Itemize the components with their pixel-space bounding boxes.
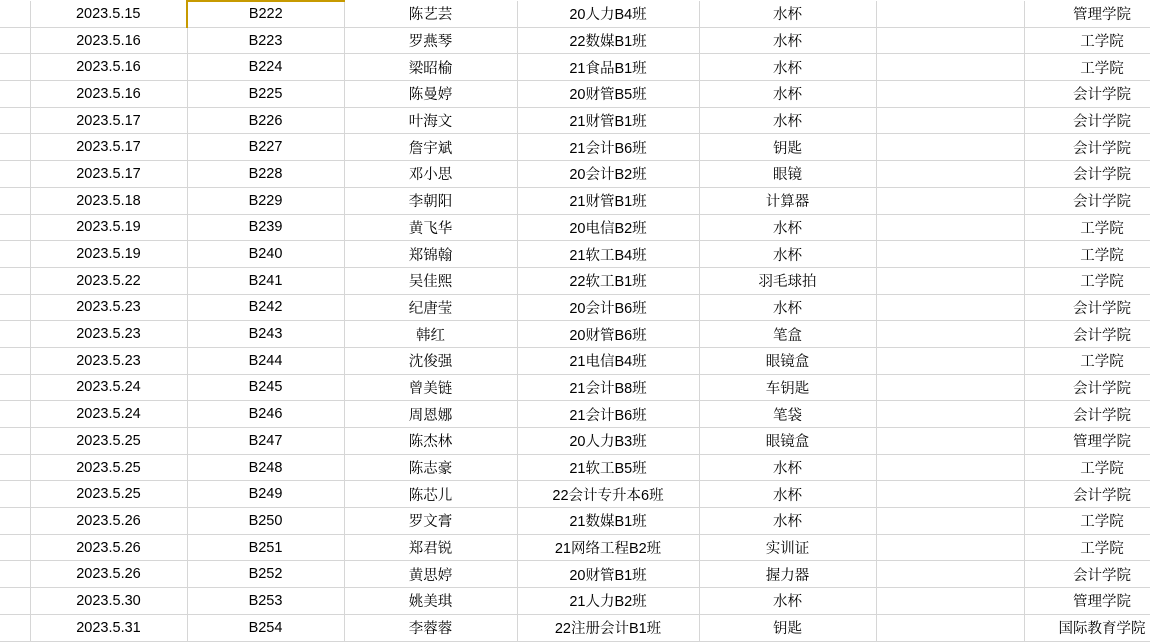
table-row[interactable] [0, 161, 1150, 188]
cell-id[interactable]: B249 [187, 481, 344, 508]
cell-date[interactable]: 2023.5.26 [30, 534, 187, 561]
cell-date[interactable]: 2023.5.15 [30, 1, 187, 27]
cell-date[interactable]: 2023.5.16 [30, 54, 187, 81]
cell-dept[interactable]: 工学院 [1024, 54, 1150, 81]
cell-dept[interactable]: 会计学院 [1024, 561, 1150, 588]
cell-blank[interactable] [876, 401, 1024, 428]
row-gutter-cell [0, 267, 30, 294]
cell-class[interactable]: 20财管B6班 [517, 321, 699, 348]
row-gutter-cell [0, 214, 30, 241]
cell-class[interactable]: 22软工B1班 [517, 267, 699, 294]
table-row[interactable] [0, 241, 1150, 268]
table-row[interactable] [0, 454, 1150, 481]
cell-item[interactable]: 水杯 [699, 241, 876, 268]
table-row[interactable] [0, 27, 1150, 54]
cell-item[interactable]: 羽毛球拍 [699, 267, 876, 294]
cell-name[interactable]: 李朝阳 [344, 187, 517, 214]
cell-class[interactable]: 20财管B1班 [517, 561, 699, 588]
row-gutter-cell [0, 374, 30, 401]
cell-blank[interactable] [876, 588, 1024, 615]
row-gutter-cell [0, 27, 30, 54]
cell-blank[interactable] [876, 508, 1024, 535]
cell-item[interactable]: 笔盒 [699, 321, 876, 348]
row-gutter-cell [0, 401, 30, 428]
cell-id[interactable]: B252 [187, 561, 344, 588]
table-row[interactable] [0, 534, 1150, 561]
cell-date[interactable]: 2023.5.30 [30, 588, 187, 615]
cell-date[interactable]: 2023.5.26 [30, 508, 187, 535]
table-row[interactable] [0, 134, 1150, 161]
cell-date[interactable]: 2023.5.17 [30, 134, 187, 161]
cell-name[interactable]: 韩红 [344, 321, 517, 348]
cell-name[interactable]: 姚美琪 [344, 588, 517, 615]
table-row[interactable] [0, 374, 1150, 401]
cell-class[interactable]: 22数媒B1班 [517, 27, 699, 54]
cell-class[interactable]: 21人力B2班 [517, 588, 699, 615]
cell-name[interactable]: 罗燕琴 [344, 27, 517, 54]
cell-name[interactable]: 沈俊强 [344, 347, 517, 374]
cell-item[interactable]: 水杯 [699, 508, 876, 535]
cell-item[interactable]: 水杯 [699, 294, 876, 321]
cell-id[interactable]: B222 [187, 1, 344, 27]
cell-class[interactable]: 20会计B2班 [517, 161, 699, 188]
cell-class[interactable]: 21网络工程B2班 [517, 534, 699, 561]
cell-name[interactable]: 郑君锐 [344, 534, 517, 561]
cell-item[interactable]: 眼镜盒 [699, 428, 876, 455]
cell-item[interactable]: 钥匙 [699, 134, 876, 161]
table-row[interactable] [0, 187, 1150, 214]
cell-dept[interactable]: 会计学院 [1024, 134, 1150, 161]
cell-dept[interactable]: 会计学院 [1024, 161, 1150, 188]
cell-id[interactable]: B223 [187, 27, 344, 54]
cell-item[interactable]: 水杯 [699, 481, 876, 508]
cell-class[interactable]: 21食品B1班 [517, 54, 699, 81]
cell-date[interactable]: 2023.5.24 [30, 374, 187, 401]
cell-date[interactable]: 2023.5.31 [30, 614, 187, 641]
cell-date[interactable]: 2023.5.19 [30, 241, 187, 268]
cell-class[interactable]: 20电信B2班 [517, 214, 699, 241]
cell-id[interactable]: B228 [187, 161, 344, 188]
cell-item[interactable]: 水杯 [699, 214, 876, 241]
cell-dept[interactable]: 工学院 [1024, 508, 1150, 535]
cell-item[interactable]: 水杯 [699, 81, 876, 108]
cell-date[interactable]: 2023.5.25 [30, 481, 187, 508]
table-row[interactable] [0, 107, 1150, 134]
cell-blank[interactable] [876, 214, 1024, 241]
cell-item[interactable]: 水杯 [699, 27, 876, 54]
cell-date[interactable]: 2023.5.17 [30, 161, 187, 188]
cell-item[interactable]: 水杯 [699, 588, 876, 615]
cell-item[interactable]: 水杯 [699, 54, 876, 81]
cell-class[interactable]: 21软工B4班 [517, 241, 699, 268]
cell-blank[interactable] [876, 454, 1024, 481]
cell-dept[interactable]: 会计学院 [1024, 187, 1150, 214]
cell-class[interactable]: 22会计专升本6班 [517, 481, 699, 508]
cell-date[interactable]: 2023.5.17 [30, 107, 187, 134]
cell-date[interactable]: 2023.5.19 [30, 214, 187, 241]
cell-id[interactable]: B254 [187, 614, 344, 641]
cell-name[interactable]: 梁昭榆 [344, 54, 517, 81]
cell-class[interactable]: 21数媒B1班 [517, 508, 699, 535]
cell-id[interactable]: B239 [187, 214, 344, 241]
cell-name[interactable]: 郑锦翰 [344, 241, 517, 268]
cell-item[interactable]: 计算器 [699, 187, 876, 214]
table-row[interactable] [0, 428, 1150, 455]
cell-date[interactable]: 2023.5.25 [30, 454, 187, 481]
row-gutter-cell [0, 454, 30, 481]
row-gutter-cell [0, 54, 30, 81]
cell-date[interactable]: 2023.5.26 [30, 561, 187, 588]
cell-dept[interactable]: 管理学院 [1024, 588, 1150, 615]
cell-blank[interactable] [876, 1, 1024, 27]
cell-blank[interactable] [876, 27, 1024, 54]
cell-blank[interactable] [876, 107, 1024, 134]
cell-dept[interactable]: 会计学院 [1024, 481, 1150, 508]
cell-blank[interactable] [876, 54, 1024, 81]
cell-id[interactable]: B227 [187, 134, 344, 161]
cell-date[interactable]: 2023.5.23 [30, 347, 187, 374]
cell-class[interactable]: 20会计B6班 [517, 294, 699, 321]
table-row[interactable] [0, 347, 1150, 374]
cell-name[interactable]: 陈芯儿 [344, 481, 517, 508]
cell-date[interactable]: 2023.5.16 [30, 81, 187, 108]
cell-name[interactable]: 黄飞华 [344, 214, 517, 241]
cell-item[interactable]: 实训证 [699, 534, 876, 561]
cell-name[interactable]: 陈艺芸 [344, 1, 517, 27]
cell-id[interactable]: B242 [187, 294, 344, 321]
table-row[interactable] [0, 294, 1150, 321]
table-row[interactable] [0, 561, 1150, 588]
cell-item[interactable]: 笔袋 [699, 401, 876, 428]
cell-name[interactable]: 周恩娜 [344, 401, 517, 428]
cell-dept[interactable]: 会计学院 [1024, 374, 1150, 401]
cell-blank[interactable] [876, 561, 1024, 588]
cell-blank[interactable] [876, 81, 1024, 108]
table-row[interactable] [0, 1, 1150, 27]
cell-blank[interactable] [876, 134, 1024, 161]
cell-dept[interactable]: 会计学院 [1024, 321, 1150, 348]
cell-id[interactable]: B225 [187, 81, 344, 108]
cell-id[interactable]: B240 [187, 241, 344, 268]
table-row[interactable] [0, 214, 1150, 241]
cell-blank[interactable] [876, 294, 1024, 321]
cell-blank[interactable] [876, 321, 1024, 348]
table-row[interactable] [0, 508, 1150, 535]
cell-item[interactable]: 钥匙 [699, 614, 876, 641]
cell-class[interactable]: 21会计B6班 [517, 134, 699, 161]
cell-name[interactable]: 陈杰林 [344, 428, 517, 455]
cell-dept[interactable]: 会计学院 [1024, 401, 1150, 428]
cell-class[interactable]: 22注册会计B1班 [517, 614, 699, 641]
row-gutter-cell [0, 428, 30, 455]
cell-blank[interactable] [876, 241, 1024, 268]
cell-name[interactable]: 叶海文 [344, 107, 517, 134]
cell-item[interactable]: 水杯 [699, 107, 876, 134]
cell-class[interactable]: 20人力B3班 [517, 428, 699, 455]
cell-id[interactable]: B224 [187, 54, 344, 81]
cell-name[interactable]: 曾美链 [344, 374, 517, 401]
cell-id[interactable]: B251 [187, 534, 344, 561]
cell-name[interactable]: 陈志豪 [344, 454, 517, 481]
cell-name[interactable]: 邓小思 [344, 161, 517, 188]
row-gutter-cell [0, 107, 30, 134]
table-row[interactable] [0, 481, 1150, 508]
table-row[interactable] [0, 401, 1150, 428]
table-row[interactable] [0, 54, 1150, 81]
cell-dept[interactable]: 工学院 [1024, 214, 1150, 241]
cell-item[interactable]: 水杯 [699, 1, 876, 27]
cell-dept[interactable]: 会计学院 [1024, 107, 1150, 134]
cell-dept[interactable]: 国际教育学院 [1024, 614, 1150, 641]
spreadsheet-body [0, 1, 1150, 641]
cell-class[interactable]: 21软工B5班 [517, 454, 699, 481]
row-gutter-cell [0, 187, 30, 214]
cell-id[interactable]: B226 [187, 107, 344, 134]
cell-blank[interactable] [876, 347, 1024, 374]
cell-class[interactable]: 21会计B8班 [517, 374, 699, 401]
table-row[interactable] [0, 614, 1150, 641]
cell-id[interactable]: B245 [187, 374, 344, 401]
cell-dept[interactable]: 管理学院 [1024, 1, 1150, 27]
cell-id[interactable]: B253 [187, 588, 344, 615]
cell-dept[interactable]: 工学院 [1024, 347, 1150, 374]
row-gutter-cell [0, 481, 30, 508]
table-row[interactable] [0, 267, 1150, 294]
cell-name[interactable]: 吴佳熙 [344, 267, 517, 294]
cell-class[interactable]: 21电信B4班 [517, 347, 699, 374]
row-gutter-cell [0, 241, 30, 268]
cell-name[interactable]: 罗文膏 [344, 508, 517, 535]
cell-id[interactable]: B250 [187, 508, 344, 535]
row-gutter-cell [0, 134, 30, 161]
table-row[interactable] [0, 81, 1150, 108]
cell-item[interactable]: 眼镜 [699, 161, 876, 188]
cell-class[interactable]: 20财管B5班 [517, 81, 699, 108]
cell-item[interactable]: 水杯 [699, 454, 876, 481]
cell-name[interactable]: 纪唐莹 [344, 294, 517, 321]
cell-id[interactable]: B229 [187, 187, 344, 214]
cell-blank[interactable] [876, 614, 1024, 641]
cell-name[interactable]: 李蓉蓉 [344, 614, 517, 641]
cell-item[interactable]: 车钥匙 [699, 374, 876, 401]
table-row[interactable] [0, 321, 1150, 348]
row-gutter-cell [0, 534, 30, 561]
cell-blank[interactable] [876, 267, 1024, 294]
row-gutter-cell [0, 614, 30, 641]
cell-blank[interactable] [876, 428, 1024, 455]
cell-dept[interactable]: 工学院 [1024, 241, 1150, 268]
row-gutter-cell [0, 588, 30, 615]
cell-date[interactable]: 2023.5.22 [30, 267, 187, 294]
cell-class[interactable]: 20人力B4班 [517, 1, 699, 27]
cell-dept[interactable]: 工学院 [1024, 267, 1150, 294]
cell-id[interactable]: B248 [187, 454, 344, 481]
cell-dept[interactable]: 管理学院 [1024, 428, 1150, 455]
cell-date[interactable]: 2023.5.23 [30, 321, 187, 348]
cell-class[interactable]: 21财管B1班 [517, 107, 699, 134]
row-gutter-cell [0, 161, 30, 188]
cell-dept[interactable]: 会计学院 [1024, 294, 1150, 321]
cell-class[interactable]: 21财管B1班 [517, 187, 699, 214]
cell-blank[interactable] [876, 374, 1024, 401]
row-gutter-cell [0, 508, 30, 535]
cell-blank[interactable] [876, 161, 1024, 188]
cell-date[interactable]: 2023.5.25 [30, 428, 187, 455]
cell-dept[interactable]: 工学院 [1024, 454, 1150, 481]
cell-id[interactable]: B247 [187, 428, 344, 455]
cell-id[interactable]: B246 [187, 401, 344, 428]
cell-id[interactable]: B241 [187, 267, 344, 294]
table-row[interactable] [0, 588, 1150, 615]
cell-name[interactable]: 詹宇斌 [344, 134, 517, 161]
cell-item[interactable]: 眼镜盒 [699, 347, 876, 374]
cell-class[interactable]: 21会计B6班 [517, 401, 699, 428]
cell-dept[interactable]: 工学院 [1024, 27, 1150, 54]
row-gutter-cell [0, 561, 30, 588]
cell-blank[interactable] [876, 481, 1024, 508]
cell-dept[interactable]: 工学院 [1024, 534, 1150, 561]
cell-item[interactable]: 握力器 [699, 561, 876, 588]
cell-date[interactable]: 2023.5.18 [30, 187, 187, 214]
cell-id[interactable]: B243 [187, 321, 344, 348]
cell-blank[interactable] [876, 534, 1024, 561]
cell-date[interactable]: 2023.5.16 [30, 27, 187, 54]
cell-id[interactable]: B244 [187, 347, 344, 374]
row-gutter-cell [0, 1, 30, 27]
row-gutter-cell [0, 294, 30, 321]
cell-blank[interactable] [876, 187, 1024, 214]
row-gutter-cell [0, 81, 30, 108]
row-gutter-cell [0, 321, 30, 348]
row-gutter-cell [0, 347, 30, 374]
cell-dept[interactable]: 会计学院 [1024, 81, 1150, 108]
cell-date[interactable]: 2023.5.23 [30, 294, 187, 321]
cell-name[interactable]: 陈曼婷 [344, 81, 517, 108]
cell-date[interactable]: 2023.5.24 [30, 401, 187, 428]
cell-name[interactable]: 黄思婷 [344, 561, 517, 588]
